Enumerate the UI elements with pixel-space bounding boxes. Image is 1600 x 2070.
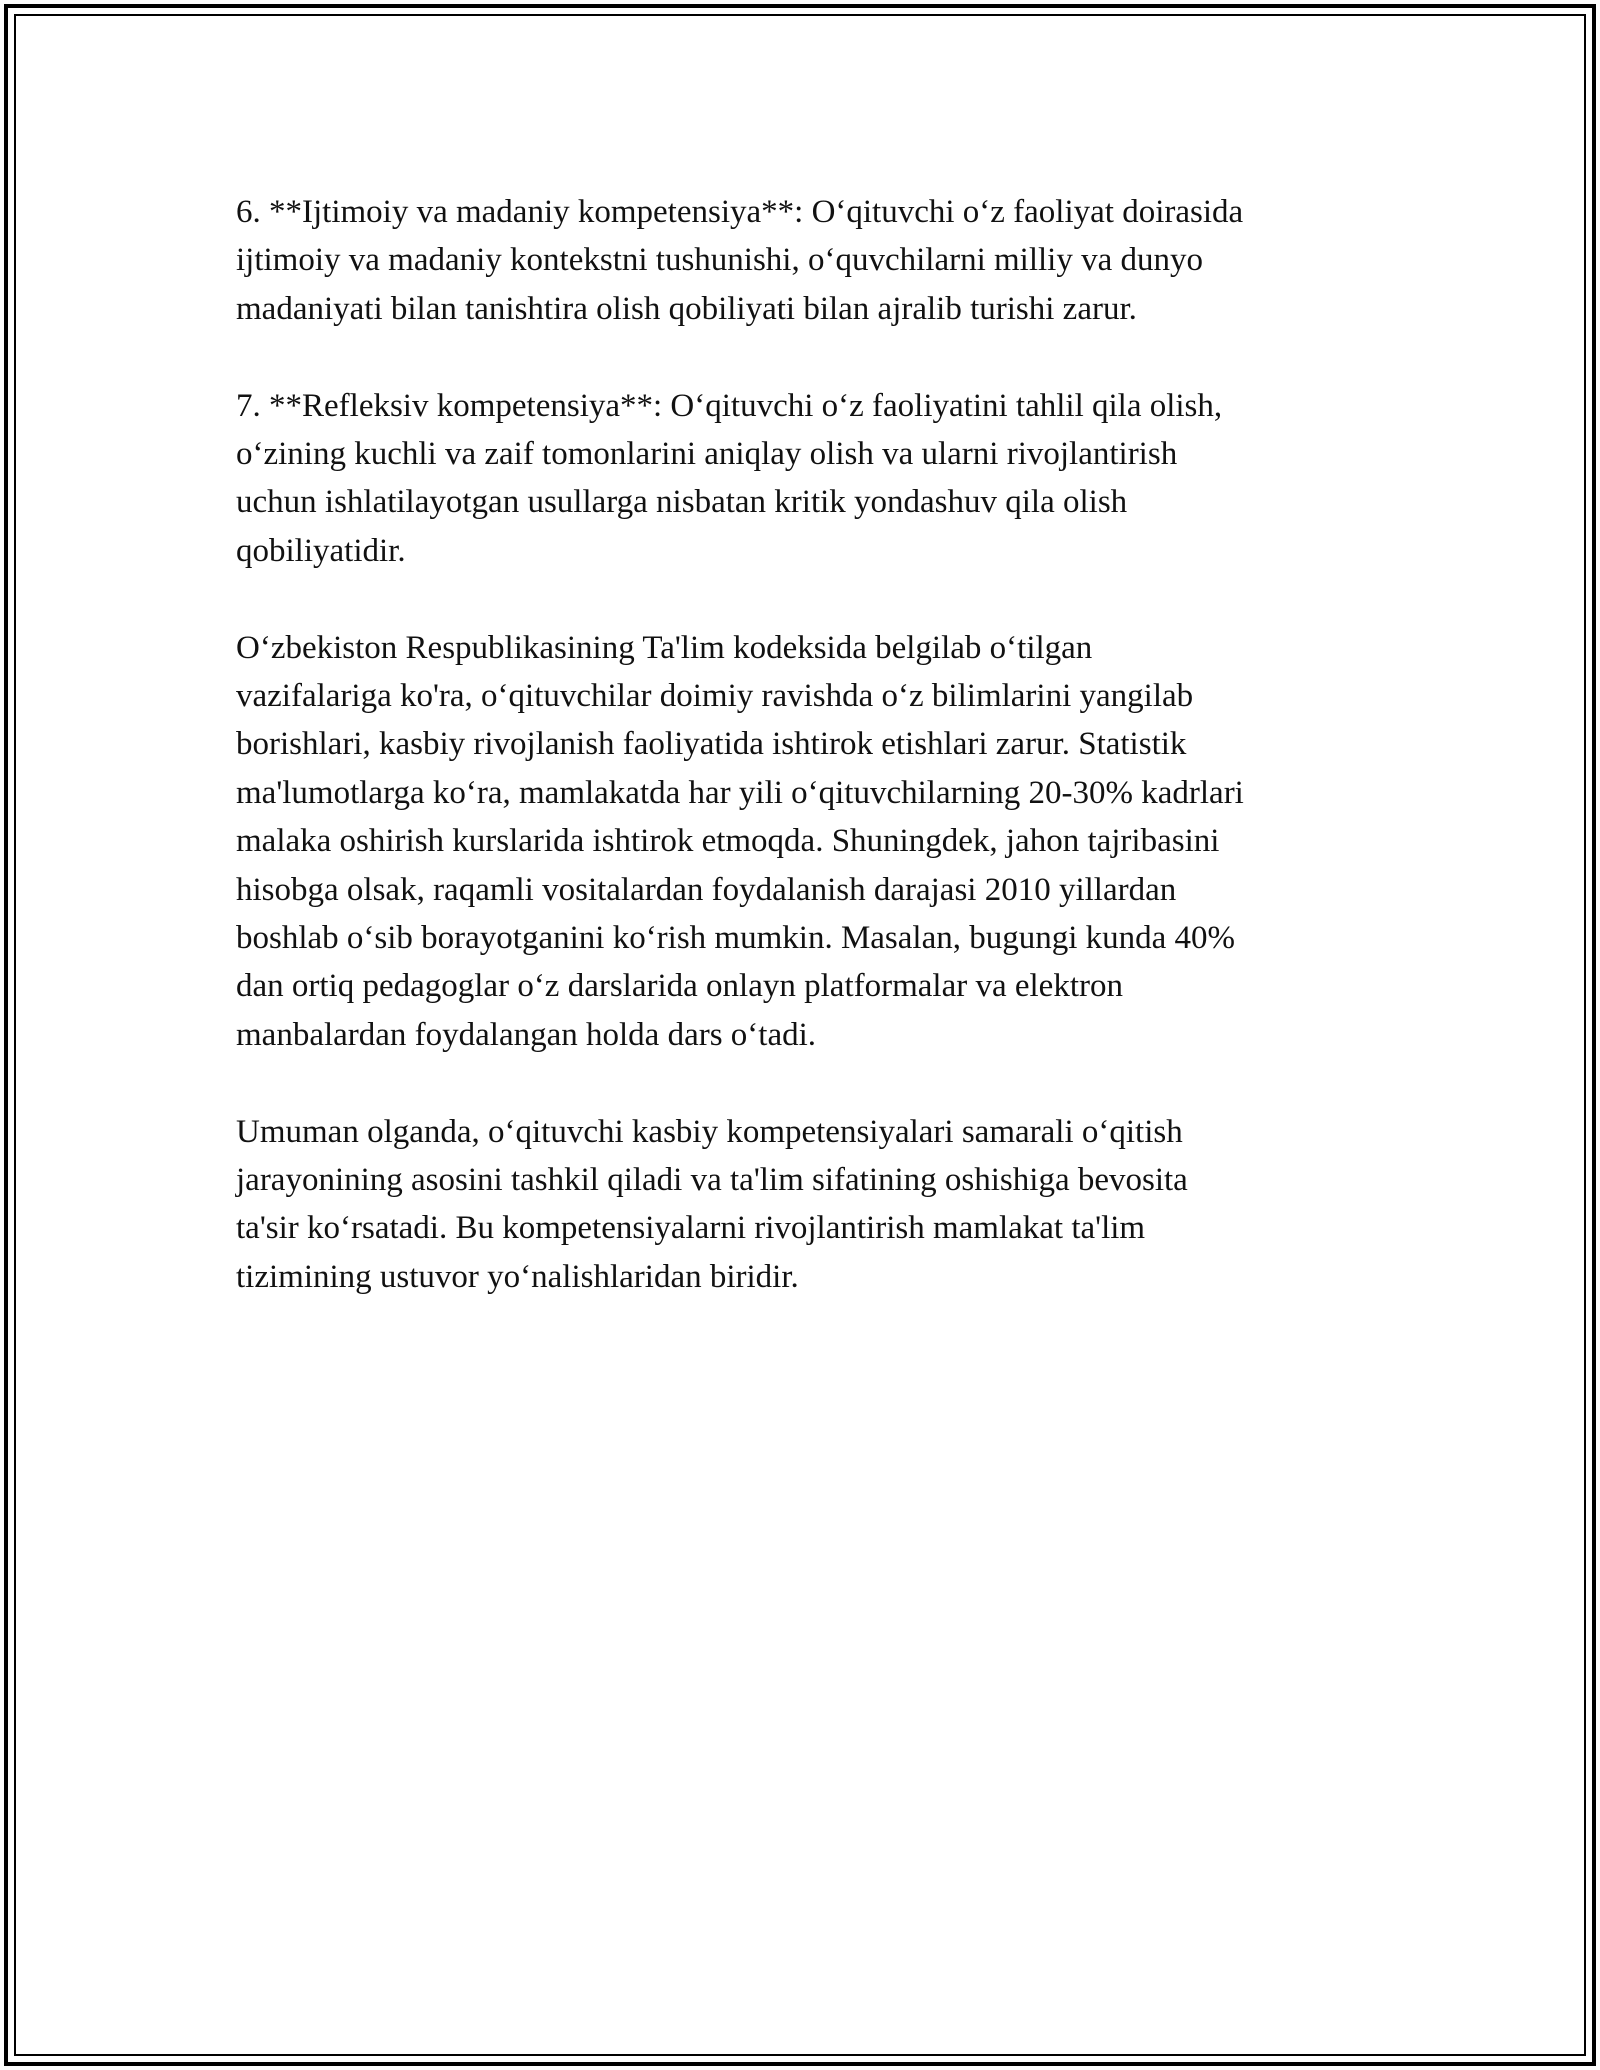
text-line: o‘zining kuchli va zaif tomonlarini aniqlay olish va ularni rivojlantirish	[236, 436, 1178, 473]
text-line: ijtimoiy va madaniy kontekstni tushunishi, o‘quvchilarni milliy va dunyo	[236, 242, 1203, 279]
paragraph-education-code-statistics	[236, 624, 1366, 1060]
text-line: dan ortiq pedagoglar o‘z darslarida onlayn platformalar va elektron	[236, 968, 1123, 1005]
text-line: 7. **Refleksiv kompetensiya**: O‘qituvchi o‘z faoliyatini tahlil qila olish,	[236, 387, 1223, 424]
text-line: manbalardan foydalangan holda dars o‘tadi.	[236, 1016, 817, 1053]
paragraph-reflexive-competence	[236, 382, 1366, 576]
text-line: borishlari, kasbiy rivojlanish faoliyatida ishtirok etishlari zarur. Statistik	[236, 726, 1187, 763]
text-line: 6. **Ijtimoiy va madaniy kompetensiya**: O‘qituvchi o‘z faoliyat doirasida	[236, 194, 1244, 230]
text-line: qobiliyatidir.	[236, 532, 406, 569]
text-line: vazifalariga ko'ra, o‘qituvchilar doimiy ravishda o‘z bilimlarini yangilab	[236, 678, 1194, 715]
text-line: boshlab o‘sib borayotganini ko‘rish mumkin. Masalan, bugungi kunda 40%	[236, 920, 1236, 957]
text-line: tizimining ustuvor yo‘nalishlaridan biridir.	[236, 1258, 799, 1295]
text-line: madaniyati bilan tanishtira olish qobiliyati bilan ajralib turishi zarur.	[236, 290, 1137, 327]
text-line: jarayonining asosini tashkil qiladi va ta'lim sifatining oshishiga bevosita	[236, 1162, 1188, 1199]
text-line: malaka oshirish kurslarida ishtirok etmoqda. Shuningdek, jahon tajribasini	[236, 823, 1220, 860]
text-line: Umuman olganda, o‘qituvchi kasbiy kompetensiyalari samarali o‘qitish	[236, 1113, 1183, 1150]
text-line: ma'lumotlarga ko‘ra, mamlakatda har yili o‘qituvchilarning 20-30% kadrlari	[236, 774, 1244, 811]
paragraph-social-cultural-competence	[236, 188, 1366, 333]
text-line: uchun ishlatilayotgan usullarga nisbatan kritik yondashuv qila olish	[236, 484, 1128, 521]
paragraph-conclusion	[236, 1108, 1366, 1302]
document-body	[236, 188, 1366, 1350]
text-line: hisobga olsak, raqamli vositalardan foydalanish darajasi 2010 yillardan	[236, 871, 1177, 908]
text-line: ta'sir ko‘rsatadi. Bu kompetensiyalarni rivojlantirish mamlakat ta'lim	[236, 1210, 1146, 1247]
text-line: O‘zbekiston Respublikasining Ta'lim kodeksida belgilab o‘tilgan	[236, 629, 1093, 666]
